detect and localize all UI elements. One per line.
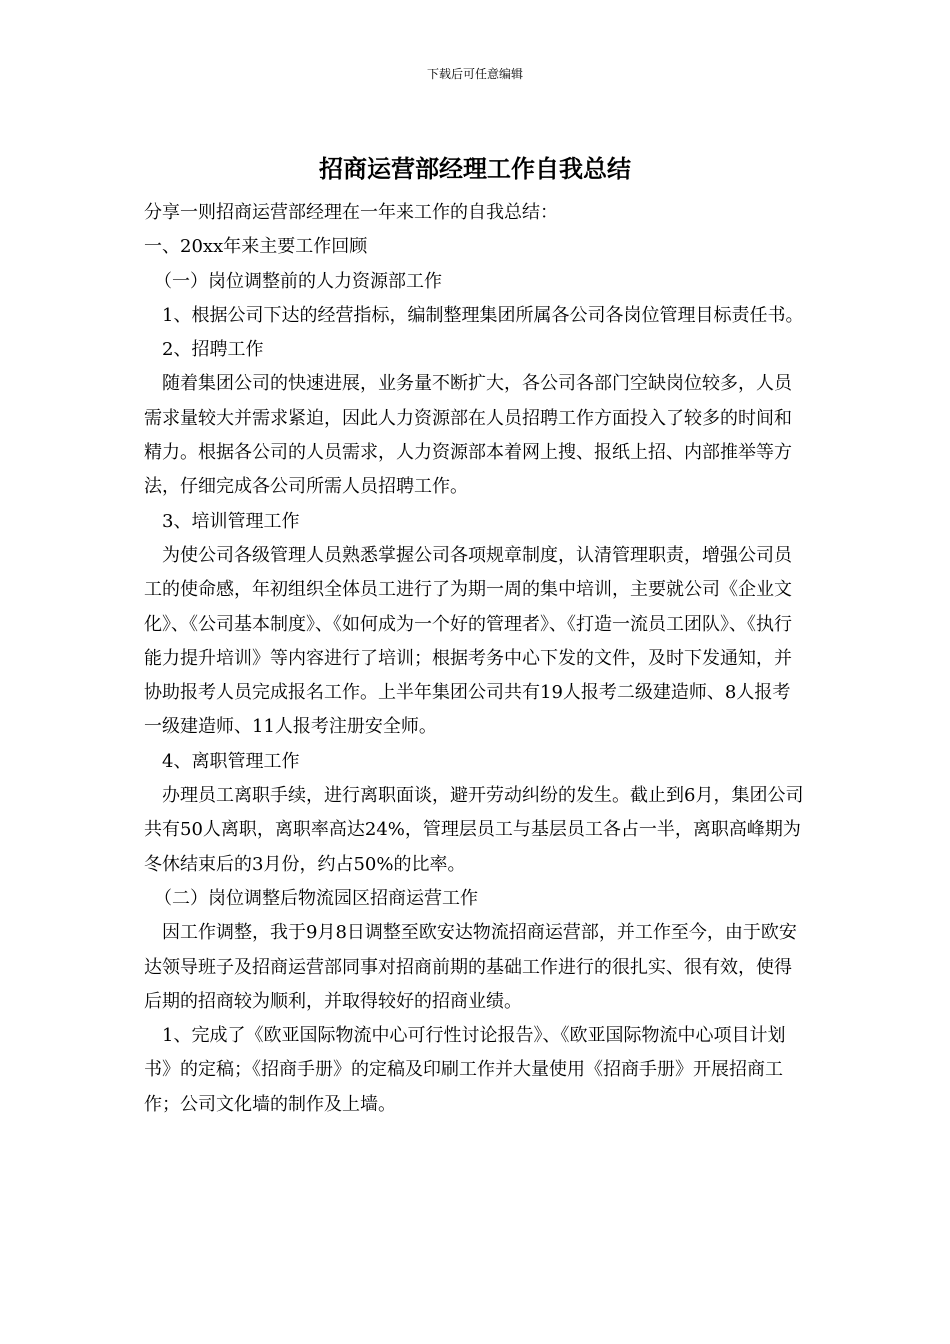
recruitment-paragraph: 随着集团公司的快速进展，业务量不断扩大，各公司各部门空缺岗位较多，人员需求量较大并需求紧迫，因此人力资源部在人员招聘工作方面投入了较多的时间和精力。根据各公司的人员需求，人力资源部本着网上搜、报纸上招、内部推举等方法，仔细完成各公司所需人员招聘工作。 bbox=[144, 373, 792, 498]
item-paragraph-1: 1、根据公司下达的经营指标，编制整理集团所属各公司各岗位管理目标责任书。 bbox=[162, 304, 804, 326]
subsection-heading-1: （一）岗位调整前的人力资源部工作 bbox=[154, 270, 442, 292]
transfer-paragraph: 因工作调整，我于9月8日调整至欧安达物流招商运营部，并工作至今，由于欧安达领导班子及招商运营部同事对招商前期的基础工作进行的很扎实、很有效，使得后期的招商较为顺利，并取得较好的招商业绩。 bbox=[144, 922, 797, 1012]
training-paragraph: 为使公司各级管理人员熟悉掌握公司各项规章制度，认清管理职责，增强公司员工的使命感，年初组织全体员工进行了为期一周的集中培训，主要就公司《企业文化》、《公司基本制度》、《如何成为一个好的管理者》、《打造一流员工团队》、《执行能力提升培训》等内容进行了培训；根据考务中心下发的文件，及时下发通知，并协助报考人员完成报名工作。上半年集团公司共有19人报考二级建造师、8人报考一级建造师、11人报考注册安全师。 bbox=[144, 544, 792, 738]
item-heading-4: 4、离职管理工作 bbox=[162, 750, 300, 772]
document-title: 招商运营部经理工作自我总结 bbox=[319, 154, 631, 183]
document-body bbox=[144, 196, 808, 1122]
item-heading-3: 3、培训管理工作 bbox=[162, 510, 300, 532]
subsection-heading-2: （二）岗位调整后物流园区招商运营工作 bbox=[154, 887, 478, 909]
resignation-paragraph: 办理员工离职手续，进行离职面谈，避开劳动纠纷的发生。截止到6月，集团公司共有50人离职，离职率高达24%，管理层员工与基层员工各占一半，离职高峰期为冬休结束后的3月份，约占50%的比率。 bbox=[144, 785, 804, 875]
item-heading-2: 2、招聘工作 bbox=[162, 339, 264, 361]
intro-paragraph: 分享一则招商运营部经理在一年来工作的自我总结： bbox=[144, 202, 558, 223]
page-header-note: 下载后可任意编辑 bbox=[426, 67, 523, 81]
section-heading-1: 一、20xx年来主要工作回顾 bbox=[144, 236, 368, 258]
item-paragraph-5: 1、完成了《欧亚国际物流中心可行性讨论报告》、《欧亚国际物流中心项目计划书》的定稿；《招商手册》的定稿及印刷工作并大量使用《招商手册》开展招商工作；公司文化墙的制作及上墙。 bbox=[144, 1025, 786, 1115]
